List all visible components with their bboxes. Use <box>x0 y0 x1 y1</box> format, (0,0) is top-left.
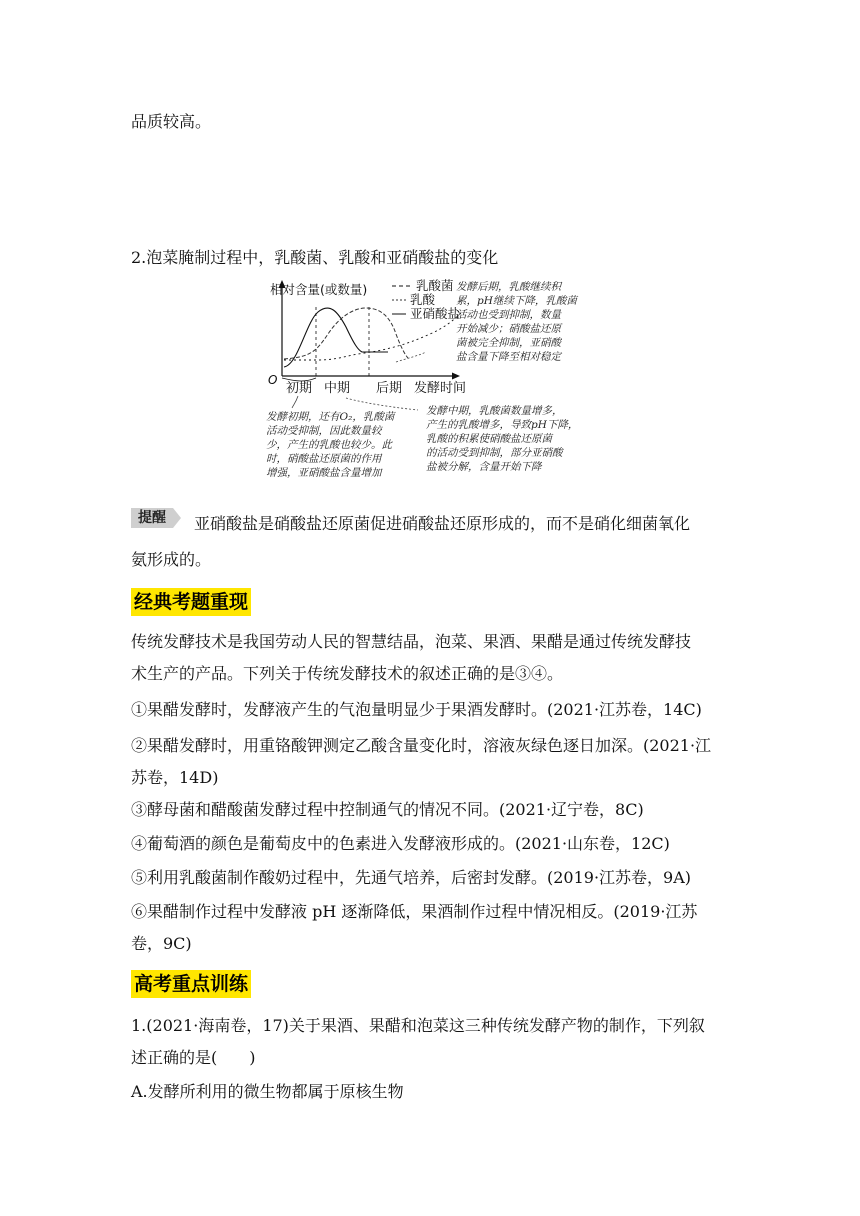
statement-item: 卷，9C) <box>131 934 192 953</box>
svg-text:累，pH继续下降，乳酸菌: 累，pH继续下降，乳酸菌 <box>456 295 577 307</box>
note-early-period <box>266 411 396 479</box>
section-heading-classic: 经典考题重现 <box>131 588 251 616</box>
period-label-late: 后期 <box>376 381 403 396</box>
origin-label: O <box>268 373 278 387</box>
question-intro: 术生产的产品。下列关于传统发酵技术的叙述正确的是③④。 <box>131 664 564 683</box>
option-a: A.发酵所利用的微生物都属于原核生物 <box>131 1082 404 1101</box>
legend-lactic-acid: 乳酸 <box>410 292 436 307</box>
svg-text:活动也受到抑制，数量: 活动也受到抑制，数量 <box>456 309 561 321</box>
svg-text:的活动受到抑制，部分亚硝酸: 的活动受到抑制，部分亚硝酸 <box>426 447 563 459</box>
statement-item: ⑤利用乳酸菌制作酸奶过程中，先通气培养，后密封发酵。(2019·江苏卷，9A) <box>131 868 692 887</box>
statement-item: ①果醋发酵时，发酵液产生的气泡量明显少于果酒发酵时。(2021·江苏卷，14C) <box>131 700 702 719</box>
question-intro: 传统发酵技术是我国劳动人民的智慧结晶，泡菜、果酒、果醋是通过传统发酵技 <box>131 632 692 651</box>
section-subtitle: 2.泡菜腌制过程中，乳酸菌、乳酸和亚硝酸盐的变化 <box>131 248 499 267</box>
svg-text:产生的乳酸增多，导致pH下降，: 产生的乳酸增多，导致pH下降， <box>426 419 579 431</box>
tip-text: 亚硝酸盐是硝酸盐还原菌促进硝酸盐还原形成的，而不是硝化细菌氧化 <box>194 514 691 533</box>
statement-item: ②果醋发酵时，用重铬酸钾测定乙酸含量变化时，溶液灰绿色逐日加深。(2021·江 <box>131 736 712 755</box>
period-label-early: 初期 <box>286 381 313 396</box>
connector-arrow <box>292 396 298 408</box>
note-late-period <box>456 281 578 363</box>
connector-arrow <box>346 398 418 410</box>
period-label-middle: 中期 <box>324 381 351 396</box>
svg-text:时，硝酸盐还原菌的作用: 时，硝酸盐还原菌的作用 <box>266 453 382 465</box>
section-heading-training: 高考重点训练 <box>131 970 251 998</box>
svg-text:盐被分解，含量开始下降: 盐被分解，含量开始下降 <box>426 461 542 473</box>
x-axis-label: 发酵时间 <box>414 381 467 396</box>
connector-arrow <box>396 352 426 362</box>
svg-text:开始减少；硝酸盐还原: 开始减少；硝酸盐还原 <box>456 323 561 335</box>
statement-item: ④葡萄酒的颜色是葡萄皮中的色素进入发酵液形成的。(2021·山东卷，12C) <box>131 834 670 853</box>
lactic-acid-curve <box>284 308 408 359</box>
svg-text:乳酸的积累使硝酸盐还原菌: 乳酸的积累使硝酸盐还原菌 <box>426 433 552 445</box>
legend-lactobacillus: 乳酸菌 <box>416 278 454 293</box>
tip-text-continued: 氨形成的。 <box>131 550 212 569</box>
legend-nitrite: 亚硝酸盐 <box>410 306 461 321</box>
statement-item: ⑥果醋制作过程中发酵液 pH 逐渐降低，果酒制作过程中情况相反。(2019·江苏 <box>131 902 698 921</box>
question-stem: 1.(2021·海南卷，17)关于果酒、果醋和泡菜这三种传统发酵产物的制作，下列叙 <box>131 1016 705 1035</box>
pickle-fermentation-figure <box>258 272 608 498</box>
svg-text:菌被完全抑制，亚硝酸: 菌被完全抑制，亚硝酸 <box>456 337 561 349</box>
x-axis-arrow <box>452 373 460 380</box>
svg-text:活动受抑制，因此数量较: 活动受抑制，因此数量较 <box>266 425 382 437</box>
question-stem: 述正确的是( ) <box>131 1048 256 1067</box>
svg-text:盐含量下降至相对稳定: 盐含量下降至相对稳定 <box>456 351 561 363</box>
statement-item: 苏卷，14D) <box>131 768 219 787</box>
svg-text:发酵初期，还有O₂，乳酸菌: 发酵初期，还有O₂，乳酸菌 <box>266 411 395 423</box>
y-axis-label: 相对含量(或数量) <box>270 282 368 297</box>
svg-text:发酵中期，乳酸菌数量增多，: 发酵中期，乳酸菌数量增多， <box>426 405 563 417</box>
text-line: 品质较高。 <box>131 112 212 131</box>
tip-badge: 提醒 <box>131 508 173 528</box>
note-middle-period <box>426 405 578 473</box>
svg-text:增强，亚硝酸盐含量增加: 增强，亚硝酸盐含量增加 <box>266 467 382 479</box>
svg-text:少，产生的乳酸也较少。此: 少，产生的乳酸也较少。此 <box>266 439 392 451</box>
statement-item: ③酵母菌和醋酸菌发酵过程中控制通气的情况不同。(2021·辽宁卷，8C) <box>131 800 644 819</box>
svg-text:发酵后期，乳酸继续积: 发酵后期，乳酸继续积 <box>456 281 561 293</box>
